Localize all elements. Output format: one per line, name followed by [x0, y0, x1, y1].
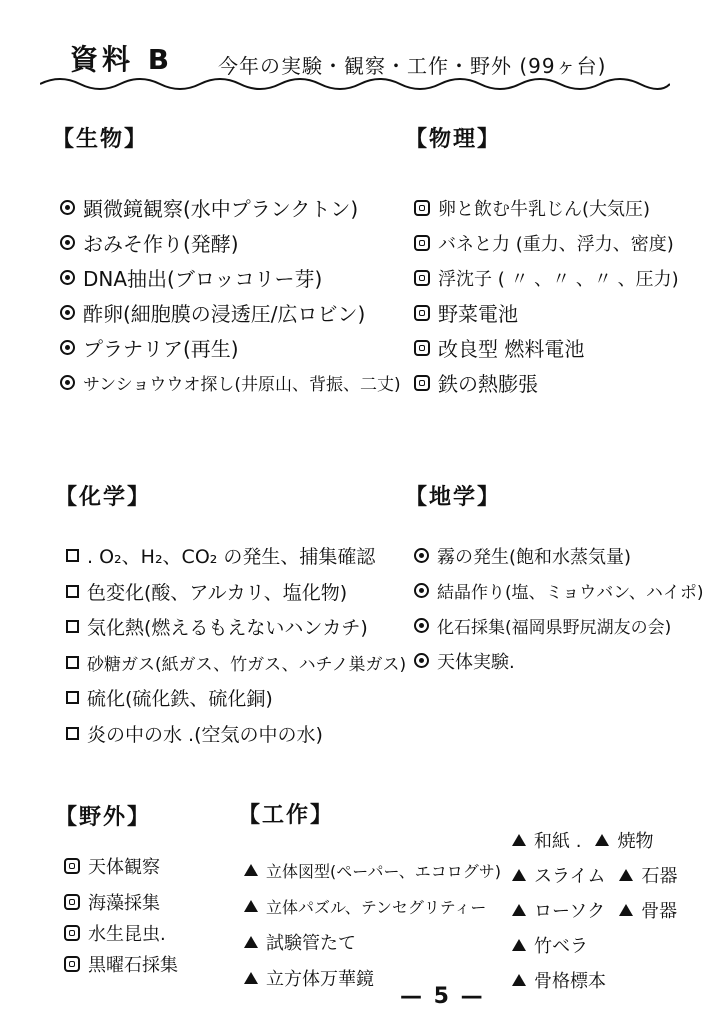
craft-heading: 【工作】	[238, 803, 335, 828]
square-dot-icon	[414, 235, 430, 251]
circle-dot-icon	[414, 583, 429, 598]
triangle-icon	[512, 904, 526, 916]
triangle-icon	[244, 864, 258, 876]
biology-list	[60, 190, 401, 400]
circle-dot-icon	[60, 270, 75, 285]
list-item: 骨格標本	[512, 962, 677, 997]
list-item: 立方体万華鏡	[244, 960, 501, 996]
page-number: — 5 —	[400, 984, 485, 1009]
list-item: 霧の発生(飽和水蒸気量)	[414, 538, 704, 573]
square-dot-icon	[64, 894, 80, 910]
chemistry-heading: 【化学】	[55, 485, 152, 510]
list-item: 鉄の熱膨張	[414, 365, 679, 400]
circle-dot-icon	[414, 653, 429, 668]
list-item: おみそ作り(発酵)	[60, 225, 401, 260]
square-dot-icon	[64, 858, 80, 874]
list-item: プラナリア(再生)	[60, 330, 401, 365]
square-dot-icon	[64, 956, 80, 972]
field-work-heading: 【野外】	[55, 805, 152, 830]
circle-dot-icon	[60, 200, 75, 215]
triangle-icon	[619, 869, 633, 881]
list-item: 天体観察	[64, 848, 178, 884]
list-item: ローソク 骨器	[512, 892, 677, 927]
page-title: 今年の実験・観察・工作・野外 (99ヶ台)	[218, 54, 607, 78]
circle-dot-icon	[60, 305, 75, 320]
list-item: . O₂、H₂、CO₂ の発生、捕集確認	[66, 538, 406, 574]
misc-craft-list	[512, 822, 677, 997]
list-item: バネと力 (重力、浮力、密度)	[414, 225, 679, 260]
list-item: 結晶作り(塩、ミョウバン、ハイポ)	[414, 573, 704, 608]
title-underline-wave	[40, 70, 670, 96]
square-icon	[66, 549, 79, 562]
triangle-icon	[595, 834, 609, 846]
square-icon	[66, 656, 79, 669]
list-item: 竹ベラ	[512, 927, 677, 962]
craft-list	[244, 852, 501, 996]
triangle-icon	[244, 936, 258, 948]
triangle-icon	[512, 974, 526, 986]
biology-heading: 【生物】	[52, 127, 149, 152]
triangle-icon	[244, 972, 258, 984]
earth-science-heading: 【地学】	[405, 485, 502, 510]
square-dot-icon	[414, 375, 430, 391]
list-item: 浮沈子 ( 〃 、〃 、〃 、圧力)	[414, 260, 679, 295]
list-item: 改良型 燃料電池	[414, 330, 679, 365]
list-item: 顕微鏡観察(水中プランクトン)	[60, 190, 401, 225]
square-icon	[66, 691, 79, 704]
triangle-icon	[512, 939, 526, 951]
list-item: 化石採集(福岡県野尻湖友の会)	[414, 608, 704, 643]
list-item: 硫化(硫化鉄、硫化銅)	[66, 680, 406, 716]
circle-dot-icon	[414, 618, 429, 633]
physics-list	[414, 190, 679, 400]
square-icon	[66, 585, 79, 598]
list-item: 水生昆虫.	[64, 920, 178, 946]
circle-dot-icon	[60, 340, 75, 355]
list-item: DNA抽出(ブロッコリー芽)	[60, 260, 401, 295]
material-label: 資料 B	[70, 43, 174, 76]
circle-dot-icon	[60, 235, 75, 250]
list-item: 和紙 . 焼物	[512, 822, 677, 857]
triangle-icon	[512, 834, 526, 846]
list-item: 野菜電池	[414, 295, 679, 330]
list-item: 立体図型(ペーパー、エコログサ)	[244, 852, 501, 888]
circle-dot-icon	[60, 375, 75, 390]
physics-heading: 【物理】	[405, 127, 502, 152]
list-item: 試験管たて	[244, 924, 501, 960]
triangle-icon	[512, 869, 526, 881]
list-item: スライム 石器	[512, 857, 677, 892]
field-work-list	[64, 848, 178, 982]
list-item: サンショウウオ探し(井原山、背振、二丈)	[60, 365, 401, 400]
triangle-icon	[619, 904, 633, 916]
square-icon	[66, 727, 79, 740]
list-item: 立体パズル、テンセグリティー	[244, 888, 501, 924]
circle-dot-icon	[414, 548, 429, 563]
list-item: 黒曜石採集	[64, 946, 178, 982]
list-item: 色変化(酸、アルカリ、塩化物)	[66, 574, 406, 610]
list-item: 海藻採集	[64, 884, 178, 920]
list-item: 酢卵(細胞膜の浸透圧/広ロビン)	[60, 295, 401, 330]
square-icon	[66, 620, 79, 633]
square-dot-icon	[414, 305, 430, 321]
square-dot-icon	[64, 925, 80, 941]
list-item: 炎の中の水 .(空気の中の水)	[66, 716, 406, 752]
list-item: 砂糖ガス(紙ガス、竹ガス、ハチノ巣ガス)	[66, 645, 406, 681]
square-dot-icon	[414, 270, 430, 286]
triangle-icon	[244, 900, 258, 912]
list-item: 天体実験.	[414, 643, 704, 678]
chemistry-list	[66, 538, 406, 751]
list-item: 卵と飲む牛乳じん(大気圧)	[414, 190, 679, 225]
earth-science-list	[414, 538, 704, 678]
square-dot-icon	[414, 200, 430, 216]
list-item: 気化熱(燃えるもえないハンカチ)	[66, 609, 406, 645]
square-dot-icon	[414, 340, 430, 356]
